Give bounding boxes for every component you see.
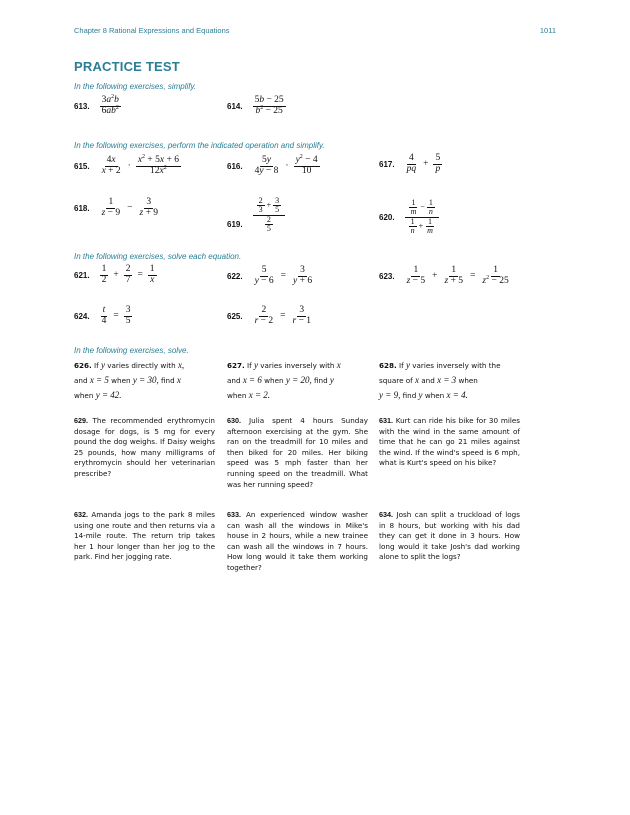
expression: $\frac{3}{5}$ <box>125 305 131 326</box>
expression: $\frac{5}{p}$ <box>435 153 441 174</box>
exercise-622: 622. $\frac{5}{y - 6}$ = $\frac{3}{y + 6}$ <box>227 265 313 286</box>
exercise-number: 620. <box>379 212 395 222</box>
expression: $\frac{x^2 + 5x + 6}{12x^2}$ <box>137 154 179 176</box>
exercise-number: 613. <box>74 101 90 111</box>
expression: $\frac{1}{x}$ <box>149 264 155 285</box>
expression: $\frac{1}{2}$ <box>101 264 107 285</box>
exercise-number: 616. <box>227 161 243 171</box>
exercise-number: 617. <box>379 159 395 169</box>
expression: $\frac{2}{r - 2}$ <box>254 305 274 326</box>
expression: $\frac{1}{m}$ − $\frac{1}{n}$ $\frac{1}{n}$ + $\frac{1}{m}$ <box>405 199 439 236</box>
exercise-number: 618. <box>74 203 90 213</box>
exercise-616: 616. $\frac{5y}{4y - 8}$ · $\frac{y^2 - 4}{10}$ <box>227 154 318 176</box>
exercise-617: 617. $\frac{4}{pq}$ + $\frac{5}{p}$ <box>379 153 441 174</box>
exercise-number: 626. <box>74 361 92 370</box>
instruction-simplify: In the following exercises, simplify. <box>74 82 197 91</box>
exercise-625: 625. $\frac{2}{r - 2}$ = $\frac{3}{r - 1}$ <box>227 305 312 326</box>
page-number: 1011 <box>539 26 556 35</box>
exercise-628: 628. If y varies inversely with the square of x and x = 3 when y = 9, find y when x = 4. <box>379 360 501 400</box>
expression: $\frac{3a^2b}{6ab^2}$ <box>101 94 119 116</box>
exercise-619 <box>227 197 287 234</box>
exercise-number: 630. <box>227 416 241 425</box>
expression: $\frac{2}{3}$ + $\frac{3}{5}$ $\frac{2}{5}$ <box>253 197 286 234</box>
problem-text: Kurt can ride his bike for 30 miles with the wind in the same amount of time that he can go 21 miles against the wind. If the wind's speed is 6 mph, what is Kurt's speed on his bike? <box>379 416 520 468</box>
expression: $\frac{1}{z + 5}$ <box>444 265 464 286</box>
exercise-626: 626. If y varies directly with x, and x = 5 when y = 30, find x when y = 42. <box>74 360 185 400</box>
page-title: PRACTICE TEST <box>74 59 180 74</box>
exercise-number: 615. <box>74 161 90 171</box>
instruction-operate: In the following exercises, perform the indicated operation and simplify. <box>74 141 325 150</box>
expression: $\frac{3}{y + 6}$ <box>293 265 313 286</box>
exercise-624: 624. $\frac{t}{4}$ = $\frac{3}{5}$ <box>74 305 131 326</box>
expression: $\frac{y^2 - 4}{10}$ <box>295 154 318 176</box>
exercise-number: 624. <box>74 311 90 321</box>
expression: $\frac{1}{z - 9}$ <box>101 197 121 218</box>
exercise-number: 619. <box>227 219 243 229</box>
exercise-number: 632. <box>74 510 88 519</box>
exercise-number: 623. <box>379 271 395 281</box>
expression: $\frac{1}{z - 5}$ <box>406 265 426 286</box>
exercise-number: 622. <box>227 271 243 281</box>
expression: $\frac{3}{r - 1}$ <box>292 305 312 326</box>
exercise-615: 615. $\frac{4x}{x + 2}$ · $\frac{x^2 + 5x + 6}{12x^2}$ <box>74 154 179 176</box>
exercise-633 <box>227 510 368 574</box>
problem-text: Julia spent 4 hours Sunday afternoon exercising at the gym. She ran on the treadmill for 10 miles and then biked for 20 miles. Her biking speed was 5 mph faster than her running speed on the treadmill. What was her running speed? <box>227 416 368 489</box>
instruction-solve-equation: In the following exercises, solve each equation. <box>74 252 242 261</box>
problem-text: Amanda jogs to the park 8 miles using one route and then returns via a 14-mile route. The return trip takes her 1 hour longer than her jog to the park. Find her jogging rate. <box>74 510 215 562</box>
exercise-621: 621. $\frac{1}{2}$ + $\frac{2}{7}$ = $\frac{1}{x}$ <box>74 264 155 285</box>
exercise-613 <box>74 96 123 117</box>
expression: $\frac{5y}{4y - 8}$ <box>254 155 279 176</box>
problem-text: The recommended erythromycin dosage for dogs, is 5 mg for every pound the dog weighs. If Daisy weighs 25 pounds, how many milligrams of erythromycin should her veterinarian prescribe? <box>74 416 215 478</box>
exercise-number: 628. <box>379 361 397 370</box>
exercise-number: 634. <box>379 510 393 519</box>
exercise-632 <box>74 510 215 563</box>
exercise-number: 625. <box>227 311 243 321</box>
exercise-627: 627. If y varies inversely with x and x = 6 when y = 20, find y when x = 2. <box>227 360 341 400</box>
exercise-number: 627. <box>227 361 245 370</box>
exercise-630 <box>227 416 368 490</box>
exercise-614 <box>227 96 288 117</box>
problem-text: Josh can split a truckload of logs in 8 hours, but working with his dad they can get it done in 3 hours. How long would it take Josh's dad working alone to split the logs? <box>379 510 520 562</box>
exercise-629 <box>74 416 215 480</box>
exercise-623: 623. $\frac{1}{z - 5}$ + $\frac{1}{z + 5}$ = $\frac{1}{z^2 - 25}$ <box>379 265 509 286</box>
expression: $\frac{1}{z^2 - 25}$ <box>482 265 509 286</box>
problem-text: An experienced window washer can wash all the windows in Mike's house in 2 hours, while a new trainee can wash all the windows in 7 hours. How long would it take them working together? <box>227 510 368 572</box>
exercise-618: 618. $\frac{1}{z - 9}$ − $\frac{3}{z + 9}$ <box>74 197 159 218</box>
expression: $\frac{5b - 25}{b^2 - 25}$ <box>254 95 284 116</box>
expression: $\frac{t}{4}$ <box>101 305 107 326</box>
exercise-number: 633. <box>227 510 241 519</box>
exercise-634 <box>379 510 520 563</box>
expression: $\frac{3}{z + 9}$ <box>139 197 159 218</box>
chapter-header: Chapter 8 Rational Expressions and Equations <box>74 26 230 35</box>
instruction-solve: In the following exercises, solve. <box>74 346 189 355</box>
exercise-number: 614. <box>227 101 243 111</box>
expression: $\frac{2}{7}$ <box>125 264 131 285</box>
expression: $\frac{5}{y - 6}$ <box>254 265 274 286</box>
expression: $\frac{4x}{x + 2}$ <box>101 155 121 176</box>
exercise-number: 629. <box>74 416 88 425</box>
exercise-631 <box>379 416 520 469</box>
exercise-620 <box>379 199 441 236</box>
exercise-number: 621. <box>74 270 90 280</box>
expression: $\frac{4}{pq}$ <box>406 153 417 174</box>
exercise-number: 631. <box>379 416 393 425</box>
